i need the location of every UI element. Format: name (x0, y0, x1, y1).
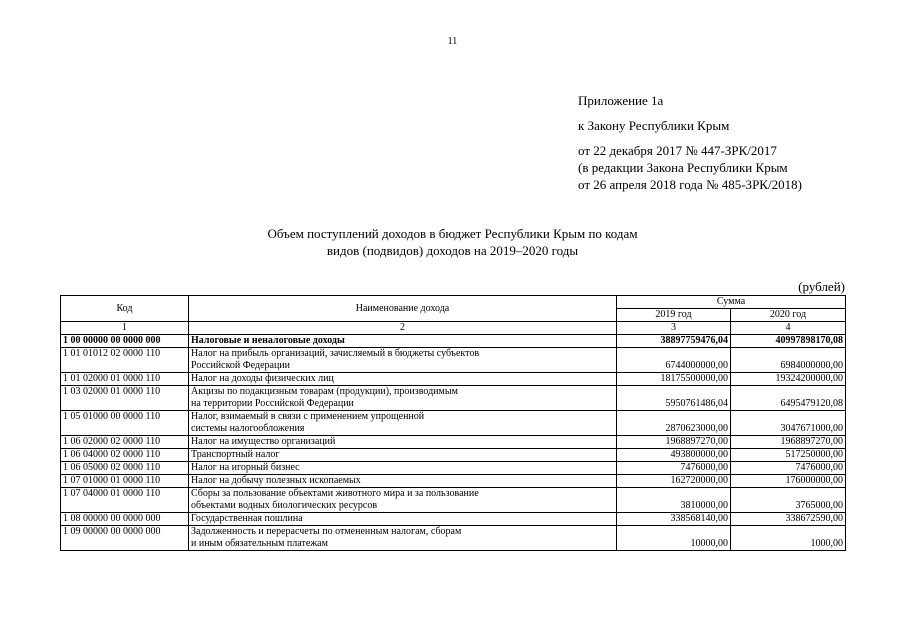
name-cell (189, 513, 617, 526)
name-cell (189, 475, 617, 488)
table-row (61, 436, 846, 449)
unit-label: (рублей) (798, 279, 845, 294)
table-row (61, 449, 846, 462)
name-line: Транспортный налог (191, 449, 280, 460)
appendix-line: к Закону Республики Крым (578, 118, 730, 133)
header-name: Наименование дохода (189, 296, 617, 322)
name-line: Сборы за пользование объектами животного мира и за пользование (191, 488, 479, 499)
name-cell (189, 436, 617, 449)
appendix-line: от 22 декабря 2017 № 447-ЗРК/2017 (578, 143, 777, 158)
amount-2019-cell: 493800000,00 (617, 449, 731, 462)
name-line: Налог, взимаемый в связи с применением упрощенной (191, 411, 425, 422)
code-cell: 1 06 04000 02 0000 110 (61, 449, 189, 462)
code-cell: 1 05 01000 00 0000 110 (61, 411, 189, 436)
title-line: Объем поступлений доходов в бюджет Республики Крым по кодам (267, 226, 638, 241)
table-row (61, 488, 846, 513)
table-row (61, 475, 846, 488)
header-sum: Сумма (617, 296, 846, 309)
appendix-line: от 26 апреля 2018 года № 485-ЗРК/2018) (578, 177, 802, 192)
name-cell (189, 373, 617, 386)
name-line: Налог на доходы физических лиц (191, 373, 334, 384)
document-title (0, 225, 905, 259)
appendix-line: Приложение 1а (578, 93, 664, 108)
code-cell: 1 09 00000 00 0000 000 (61, 526, 189, 551)
amount-2019-cell: 6744000000,00 (617, 348, 731, 373)
header-2020: 2020 год (731, 309, 846, 322)
amount-2019-cell: 162720000,00 (617, 475, 731, 488)
name-line: Российской Федерации (191, 360, 291, 371)
name-line: и иным обязательным платежам (191, 538, 328, 549)
appendix-block (578, 92, 802, 193)
revenue-table (60, 295, 846, 551)
appendix-line: (в редакции Закона Республики Крым (578, 160, 788, 175)
name-line: Налог на прибыль организаций, зачисляемый в бюджеты субъектов (191, 348, 480, 359)
index-row (61, 322, 846, 335)
amount-2020-cell: 176000000,00 (731, 475, 846, 488)
code-cell: 1 08 00000 00 0000 000 (61, 513, 189, 526)
code-cell: 1 00 00000 00 0000 000 (61, 335, 189, 348)
name-line: на территории Российской Федерации (191, 398, 354, 409)
amount-2019-cell: 1968897270,00 (617, 436, 731, 449)
name-cell (189, 386, 617, 411)
name-cell (189, 348, 617, 373)
amount-2019-cell: 2870623000,00 (617, 411, 731, 436)
index-cell: 2 (189, 322, 617, 335)
name-line: Акцизы по подакцизным товарам (продукции), производимым (191, 386, 458, 397)
table-row (61, 462, 846, 475)
amount-2020-cell: 338672590,00 (731, 513, 846, 526)
name-cell (189, 411, 617, 436)
amount-2020-cell: 3765000,00 (731, 488, 846, 513)
amount-2020-cell: 19324200000,00 (731, 373, 846, 386)
amount-2020-cell: 6984000000,00 (731, 348, 846, 373)
amount-2019-cell: 3810000,00 (617, 488, 731, 513)
amount-2019-cell: 18175500000,00 (617, 373, 731, 386)
amount-2019-cell: 7476000,00 (617, 462, 731, 475)
table-row (61, 411, 846, 436)
name-line: системы налогообложения (191, 423, 305, 434)
amount-2020-cell: 40997898170,08 (731, 335, 846, 348)
name-cell (189, 335, 617, 348)
amount-2019-cell: 10000,00 (617, 526, 731, 551)
amount-2019-cell: 5950761486,04 (617, 386, 731, 411)
index-cell: 1 (61, 322, 189, 335)
table-row (61, 335, 846, 348)
table-row (61, 386, 846, 411)
name-cell (189, 462, 617, 475)
code-cell: 1 01 01012 02 0000 110 (61, 348, 189, 373)
name-line: Налог на имущество организаций (191, 436, 336, 447)
name-line: Налоговые и неналоговые доходы (191, 335, 345, 346)
index-cell: 4 (731, 322, 846, 335)
table-row (61, 373, 846, 386)
name-line: Государственная пошлина (191, 513, 303, 524)
name-line: Задолженность и перерасчеты по отмененным налогам, сборам (191, 526, 462, 537)
code-cell: 1 06 02000 02 0000 110 (61, 436, 189, 449)
name-cell (189, 449, 617, 462)
header-2019: 2019 год (617, 309, 731, 322)
name-cell (189, 526, 617, 551)
title-line: видов (подвидов) доходов на 2019–2020 годы (326, 243, 579, 258)
amount-2019-cell: 338568140,00 (617, 513, 731, 526)
amount-2020-cell: 517250000,00 (731, 449, 846, 462)
index-cell: 3 (617, 322, 731, 335)
amount-2020-cell: 6495479120,08 (731, 386, 846, 411)
code-cell: 1 01 02000 01 0000 110 (61, 373, 189, 386)
code-cell: 1 06 05000 02 0000 110 (61, 462, 189, 475)
name-cell (189, 488, 617, 513)
table-row (61, 526, 846, 551)
name-line: Налог на игорный бизнес (191, 462, 300, 473)
name-line: объектами водных биологических ресурсов (191, 500, 378, 511)
amount-2020-cell: 1000,00 (731, 526, 846, 551)
table-row (61, 513, 846, 526)
code-cell: 1 07 01000 01 0000 110 (61, 475, 189, 488)
page-number: 11 (447, 36, 458, 47)
table-row (61, 348, 846, 373)
code-cell: 1 07 04000 01 0000 110 (61, 488, 189, 513)
name-line: Налог на добычу полезных ископаемых (191, 475, 361, 486)
amount-2020-cell: 1968897270,00 (731, 436, 846, 449)
amount-2019-cell: 38897759476,04 (617, 335, 731, 348)
amount-2020-cell: 3047671000,00 (731, 411, 846, 436)
code-cell: 1 03 02000 01 0000 110 (61, 386, 189, 411)
header-code: Код (61, 296, 189, 322)
amount-2020-cell: 7476000,00 (731, 462, 846, 475)
